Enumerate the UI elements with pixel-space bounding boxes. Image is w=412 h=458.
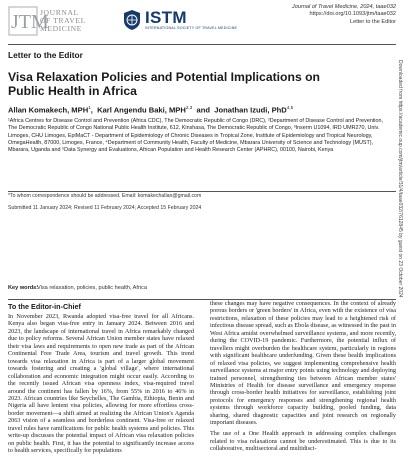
divider [8,191,396,192]
body-paragraph: these changes may have negative consequences. In the context of already porous borders or 'green borders' in Africa, even with the existence of visa restrictions, relaxation of these policies may lead to a heightened risk of infectious disease spread, such as Ebola disease, as witnessed in the past in West Africa amidst overwhelmed surveillance systems, and more recently, during the COVID-19 pandemic. Furthermore, the potential influx of travellers might overburden the healthcare system, particularly in regions with significant healthcare underfunding. Given these health implications of relaxed visa policies, we suggest implementing comprehensive health surveillance systems at major entry points using technology and deploying trained personnel, strengthening ties between African member states' Ministries of Health for disease surveillance and emergency response through cross-border health initiatives for surveillance, establishing joint protocols for emergency responses and strengthening regional health systems through workforce capacity building, pooled funding, data sharing, shared diagnostic capacities and joint research on regionally important diseases. [210,300,396,427]
author-name: Karl Angendu Baki, MPH [97,105,186,115]
author-list: Allan Komakech, MPH$^1$, Karl Angendu Baki, MPH$^{2,3}$ and Jonathan Izudi, PhD$^{4,5}$ [8,105,294,115]
correspondence-note: *To whom correspondence should be addressed. Email: komakechallan@gmail.com [8,193,202,199]
jtm-wordmark [40,9,86,34]
body-column-left [8,300,194,458]
keywords: Visa relaxation, policies, public health, Africa [37,285,147,291]
article-title: Visa Relaxation Policies and Potential Implications on Public Health in Africa [8,70,320,99]
affiliations: ¹Africa Centres for Disease Control and Prevention (Africa CDC), The Democratic Republic of Congo (DRC), ²Department of Disease Control and Prevention, The Democratic Republic of Congo National Public Health Institute, 612, Kinshasa, The Democratic Republic of Congo, ³Inserm U1094, IRD UMR270, Univ. Limoges, CHU Limoges, EpiMaCT - Department of Epidemiology of Chronic Diseases in Tropical Zone, Institute of Epidemiology and Tropical Neurology, OmegaHealth, 87000, Limoges, France, ⁴Department of Community Health, Faculty of Medicine, Mbarara University of Science and Technology (MUST), Mbarara, Uganda and ⁵Data Synergy and Evaluations, African Population and Health Research Center (APHRC), 00100, Nairobi, Kenya [8,118,384,154]
section-label: Letter to the Editor [8,50,83,60]
jtm-logo [8,6,116,36]
jtm-line-3: MEDICINE [40,24,82,34]
body-paragraph: The use of a One Health approach in addressing complex challenges related to visa relaxations cannot be underestimated. This is due to its collaborative, multisectoral and multidisci- [210,430,396,453]
istm-wordmark: ISTM [145,8,187,27]
divider [8,44,396,45]
jtm-logo-icon [8,6,49,36]
istm-globe-icon [122,9,142,31]
body-paragraph: In November 2023, Rwanda adopted visa-free travel for all Africans. Kenya also began visa-free entry in January 2024. Between 2016 and 2023, the landscape of international travel in Africa remarkably changed due to policy reforms. Several African Union member states have relaxed their visa laws and requirements to open new trade as part of the African Continental Free Trade Area, tourism and travel growth. This trend towards visa relaxation in Africa is part of a larger global movement towards fostering and creating a 'global village', where international collaboration and economic integration might occur easily. According to the recently issued African visa openness index, visa-required travel around the continent has fallen by 16%, from 55% in 2016 to 46% in 2023. African countries like Seychelles, The Gambia, Ethiopia, Benin and Nigeria all have lenient visa policies, allowing for more effortless cross-border movement—a shift aimed at realizing the African Union's Agenda 2063 vision of a seamless and borderless continent. Visa-free or relaxed travel rules have ramifications for public health systems and policies. This write-up discusses the potential impact of African visa relaxation policies on public health. First, it has the potential to significantly increase access to health services, specifically for populations [8,313,194,455]
article-type: Letter to the Editor [349,18,396,25]
body-column-right [210,300,396,456]
jtm-line-1: JOURNAL [40,8,79,17]
keywords-label: Key words: [8,285,39,291]
author-name: Jonathan Izudi, PhD [214,105,287,115]
download-watermark: Downloaded from https://academic.oup.com/jtm/article/31/4/taae032/7612845 by guest on 23 October 2024 [397,60,403,298]
istm-logo [122,8,238,33]
journal-header [0,0,412,42]
author-affiliation-marker: 1 [88,105,91,110]
article-meta [292,4,396,26]
jtm-line-2: OF TRAVEL [40,16,86,26]
section-heading: To the Editor-in-Chief [8,302,81,311]
svg-text:JTM: JTM [11,11,49,33]
journal-citation: Journal of Travel Medicine, 2024, taae032 [291,4,396,10]
author-conjunction: and [196,105,210,115]
doi-link[interactable]: https://doi.org/10.1093/jtm/taae032 [309,11,396,18]
submission-dates: Submitted 11 January 2024; Revised 11 February 2024; Accepted 15 February 2024 [8,205,202,211]
author-affiliation-marker: 4,5 [286,105,294,110]
author-name: Allan Komakech, MPH [8,105,89,115]
author-affiliation-marker: 2,3 [185,105,193,110]
istm-subtitle: INTERNATIONAL SOCIETY OF TRAVEL MEDICINE [145,26,238,30]
